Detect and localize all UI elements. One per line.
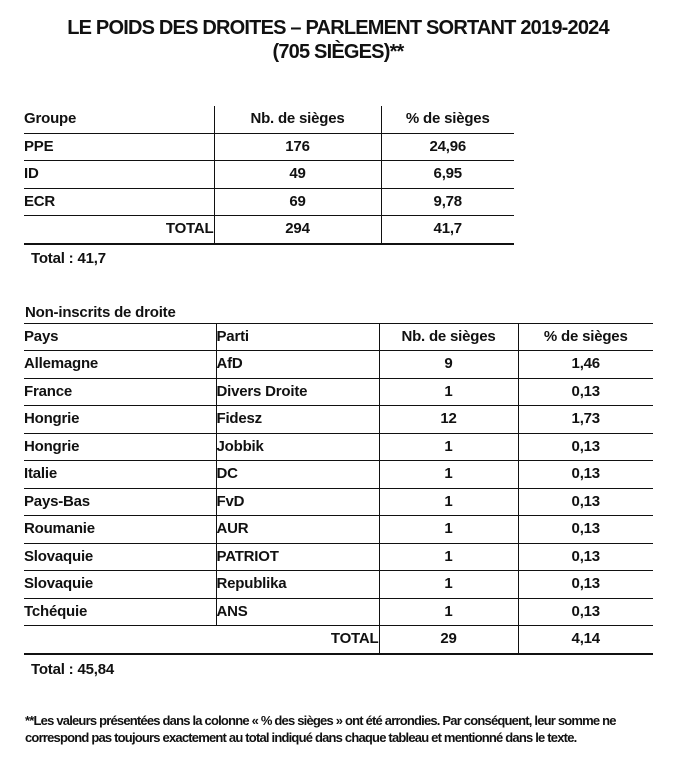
table-cell: 12 — [379, 406, 518, 434]
table-cell: 1 — [379, 598, 518, 626]
table-cell: 0,13 — [518, 598, 653, 626]
nonattached-table-header-row — [24, 323, 653, 351]
table-row — [24, 488, 653, 516]
table-row — [24, 543, 653, 571]
table-cell: AfD — [216, 351, 379, 379]
table-cell: ID — [24, 165, 39, 182]
column-header-nb-sieges: Nb. de sièges — [379, 323, 518, 351]
table-row — [24, 516, 653, 544]
table-cell: 0,13 — [518, 378, 653, 406]
nonattached-table-caption: Non-inscrits de droite — [25, 303, 176, 321]
footnote-line-1: **Les valeurs présentées dans la colonne « % des sièges » ont été arrondies. Par conséquent, leur somme ne — [25, 712, 616, 728]
table-cell: 0,13 — [518, 543, 653, 571]
table-cell: 49 — [214, 161, 381, 189]
table-cell: AUR — [216, 516, 379, 544]
table-cell: 1 — [379, 571, 518, 599]
table-row — [24, 161, 514, 189]
nonattached-total-row — [24, 626, 653, 654]
table-row — [24, 133, 514, 161]
table-cell: 176 — [214, 133, 381, 161]
column-header-parti: Parti — [216, 323, 379, 351]
table-cell: 9 — [379, 351, 518, 379]
column-header-pct-sieges: % de sièges — [518, 323, 653, 351]
table-cell: Hongrie — [24, 437, 80, 455]
table-cell: 1 — [379, 461, 518, 489]
table-row — [24, 433, 653, 461]
table-cell: Slovaquie — [24, 547, 94, 565]
table-cell: PPE — [24, 137, 54, 155]
title-line-2: (705 SIÈGES)** — [272, 41, 404, 63]
table-cell: FvD — [216, 488, 379, 516]
table-cell: 9,78 — [381, 188, 514, 216]
table-cell: 0,13 — [518, 488, 653, 516]
total-label: TOTAL — [165, 220, 214, 237]
table-cell: Republika — [216, 571, 379, 599]
table-cell: 0,13 — [518, 433, 653, 461]
total-seats-value: 294 — [214, 216, 381, 244]
total-percent-value: 4,14 — [518, 626, 653, 654]
table-cell: Italie — [24, 465, 57, 482]
table-cell: Fidesz — [216, 406, 379, 434]
table-cell: 1,46 — [518, 351, 653, 379]
column-header-pct-sieges: % de sièges — [381, 106, 514, 133]
table-row — [24, 461, 653, 489]
table-cell: PATRIOT — [216, 543, 379, 571]
total-label: TOTAL — [330, 630, 379, 647]
table-cell: Slovaquie — [24, 575, 94, 592]
column-header-pays: Pays — [24, 327, 59, 345]
groups-total-row — [24, 216, 514, 244]
total-percent-value: 41,7 — [381, 216, 514, 244]
column-header-nb-sieges: Nb. de sièges — [214, 106, 381, 133]
table-cell: 24,96 — [381, 133, 514, 161]
page-title — [0, 16, 676, 64]
column-header-groupe: Groupe — [24, 110, 77, 127]
table-cell: 0,13 — [518, 571, 653, 599]
table-cell: 1 — [379, 378, 518, 406]
table-row — [24, 351, 653, 379]
table-cell: Hongrie — [24, 410, 80, 427]
table-cell: France — [24, 382, 72, 400]
table-cell: ANS — [216, 598, 379, 626]
nonattached-total-note: Total : 45,84 — [31, 660, 114, 678]
table-cell: DC — [216, 461, 379, 489]
table-cell: Roumanie — [24, 520, 95, 537]
nonattached-table — [24, 323, 653, 655]
table-cell: ECR — [24, 192, 56, 210]
table-cell: Tchéquie — [24, 602, 88, 620]
table-cell: 6,95 — [381, 161, 514, 189]
total-seats-value: 29 — [379, 626, 518, 654]
table-cell: Pays-Bas — [24, 492, 90, 510]
table-cell: 1 — [379, 433, 518, 461]
table-row — [24, 571, 653, 599]
table-row — [24, 378, 653, 406]
table-cell: 0,13 — [518, 461, 653, 489]
groups-table-header-row — [24, 106, 514, 133]
table-cell: 1 — [379, 543, 518, 571]
table-cell: 0,13 — [518, 516, 653, 544]
footnote-line-2: correspond pas toujours exactement au total indiqué dans chaque tableau et mentionné dans le texte. — [25, 730, 577, 745]
table-row — [24, 598, 653, 626]
table-row — [24, 188, 514, 216]
footnote — [25, 712, 670, 747]
table-cell: Jobbik — [216, 433, 379, 461]
groups-table — [24, 106, 514, 245]
title-line-1: LE POIDS DES DROITES – PARLEMENT SORTANT 2019-2024 — [67, 17, 609, 39]
table-cell: 1,73 — [518, 406, 653, 434]
table-cell: Allemagne — [24, 355, 99, 372]
document-page — [0, 16, 676, 747]
table-row — [24, 406, 653, 434]
groups-total-note: Total : 41,7 — [31, 249, 106, 267]
table-cell: 1 — [379, 516, 518, 544]
table-cell: 1 — [379, 488, 518, 516]
table-cell: Divers Droite — [216, 378, 379, 406]
table-cell: 69 — [214, 188, 381, 216]
